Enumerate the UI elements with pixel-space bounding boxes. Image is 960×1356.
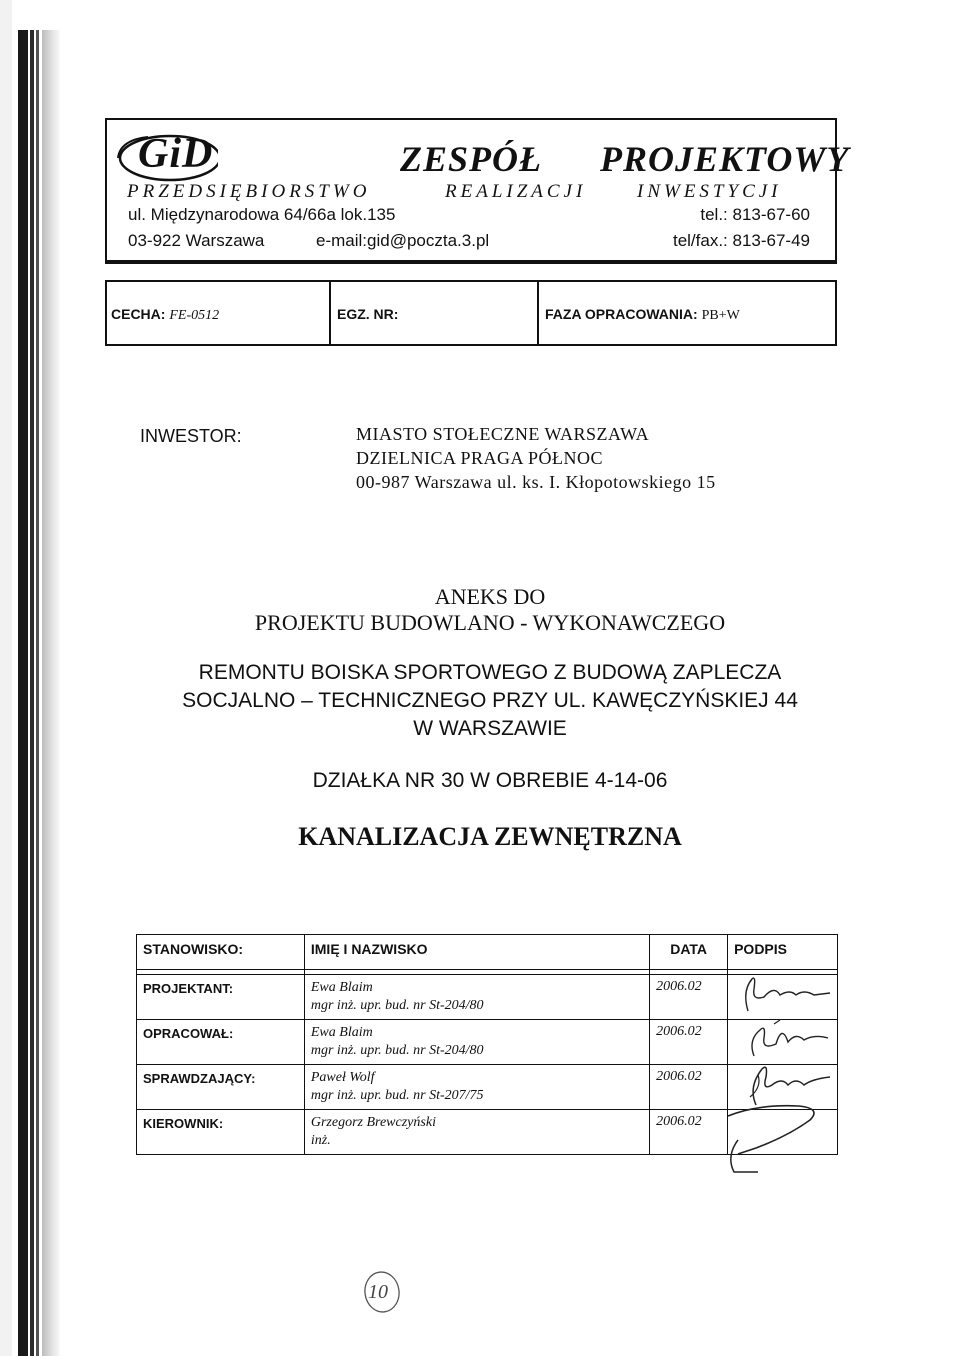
title-word-2: PROJEKTOWY xyxy=(600,139,850,179)
person-credentials: inż. xyxy=(310,1133,331,1148)
signature-cell xyxy=(728,975,838,1020)
phone: tel.: 813-67-60 xyxy=(700,205,810,224)
subject-title: KANALIZACJA ZEWNĘTRZNA xyxy=(298,822,682,851)
description-line-1: REMONTU BOISKA SPORTOWEGO Z BUDOWĄ ZAPLECZA xyxy=(198,661,782,684)
header-role: STANOWISKO: xyxy=(137,935,305,970)
person-credentials: mgr inż. upr. bud. nr St-207/75 xyxy=(310,1088,484,1103)
description-line-2: SOCJALNO – TECHNICZNEGO PRZY UL. KAWĘCZYŃSKIEJ 44 xyxy=(182,689,798,712)
phone-fax: tel/fax.: 813-67-49 xyxy=(672,231,810,250)
header-date: DATA xyxy=(650,935,728,970)
company-part-3: INWESTYCJI xyxy=(637,181,782,202)
company-name xyxy=(127,181,797,203)
header-rule xyxy=(105,260,837,264)
aneks-heading: ANEKS DO xyxy=(434,584,546,609)
handwritten-signature xyxy=(698,1096,838,1176)
page-number-text: 10 xyxy=(368,1281,388,1303)
person-name: Grzegorz Brewczyński xyxy=(310,1115,436,1130)
cecha-label: CECHA: xyxy=(111,306,166,322)
table-header-row xyxy=(137,935,838,970)
faza-label: FAZA OPRACOWANIA: xyxy=(545,306,698,322)
name-cell xyxy=(304,1065,649,1110)
role-cell: SPRAWDZAJĄCY: xyxy=(137,1065,305,1110)
role-cell: OPRACOWAŁ: xyxy=(137,1020,305,1065)
person-credentials: mgr inż. upr. bud. nr St-204/80 xyxy=(310,998,484,1013)
scan-binding-edge xyxy=(0,0,70,1356)
faza-value: PB+W xyxy=(701,308,740,323)
project-type: PROJEKTU BUDOWLANO - WYKONAWCZEGO xyxy=(254,610,726,635)
title-word-1: ZESPÓŁ xyxy=(400,139,543,179)
cecha-field xyxy=(111,306,219,324)
company-part-1: PRZEDSIĘBIORSTWO xyxy=(127,181,371,202)
name-cell xyxy=(304,1020,649,1065)
address-street: ul. Międzynarodowa 64/66a lok.135 xyxy=(128,205,396,224)
description-line-3: W WARSZAWIE xyxy=(413,717,567,740)
date-cell: 2006.02 xyxy=(650,1020,728,1065)
handwritten-signature xyxy=(734,1014,834,1060)
role-cell: PROJEKTANT: xyxy=(137,975,305,1020)
signature-table xyxy=(136,934,838,1155)
investor-label: INWESTOR: xyxy=(140,426,242,446)
header-name: IMIĘ I NAZWISKO xyxy=(304,935,649,970)
investor-district: DZIELNICA PRAGA PÓŁNOC xyxy=(356,448,604,468)
cecha-value: FE-0512 xyxy=(169,308,220,323)
date-cell: 2006.02 xyxy=(650,1110,728,1155)
faza-field xyxy=(545,306,740,324)
handwritten-signature xyxy=(734,971,834,1015)
signature-cell xyxy=(728,1110,838,1155)
header-signature: PODPIS xyxy=(728,935,838,970)
plot-number: DZIAŁKA NR 30 W OBREBIE 4-14-06 xyxy=(312,769,668,792)
table-row xyxy=(137,1110,838,1155)
person-credentials: mgr inż. upr. bud. nr St-204/80 xyxy=(310,1043,484,1058)
investor-name: MIASTO STOŁECZNE WARSZAWA xyxy=(356,424,650,444)
name-cell xyxy=(304,1110,649,1155)
investor-address: 00-987 Warszawa ul. ks. I. Kłopotowskiego 15 xyxy=(356,472,716,492)
email: e-mail:gid@poczta.3.pl xyxy=(316,231,490,250)
company-part-2: REALIZACJI xyxy=(445,181,587,202)
info-row xyxy=(105,280,837,346)
role-cell: KIEROWNIK: xyxy=(137,1110,305,1155)
table-row xyxy=(137,975,838,1020)
person-name: Paweł Wolf xyxy=(310,1070,375,1085)
team-title xyxy=(400,138,907,180)
logo-text: GiD xyxy=(138,131,214,177)
person-name: Ewa Blaim xyxy=(310,980,373,995)
date-cell: 2006.02 xyxy=(650,1065,728,1110)
address-city: 03-922 Warszawa xyxy=(128,231,265,250)
date-cell: 2006.02 xyxy=(650,975,728,1020)
person-name: Ewa Blaim xyxy=(310,1025,373,1040)
egz-label: EGZ. NR: xyxy=(337,306,399,322)
name-cell xyxy=(304,975,649,1020)
